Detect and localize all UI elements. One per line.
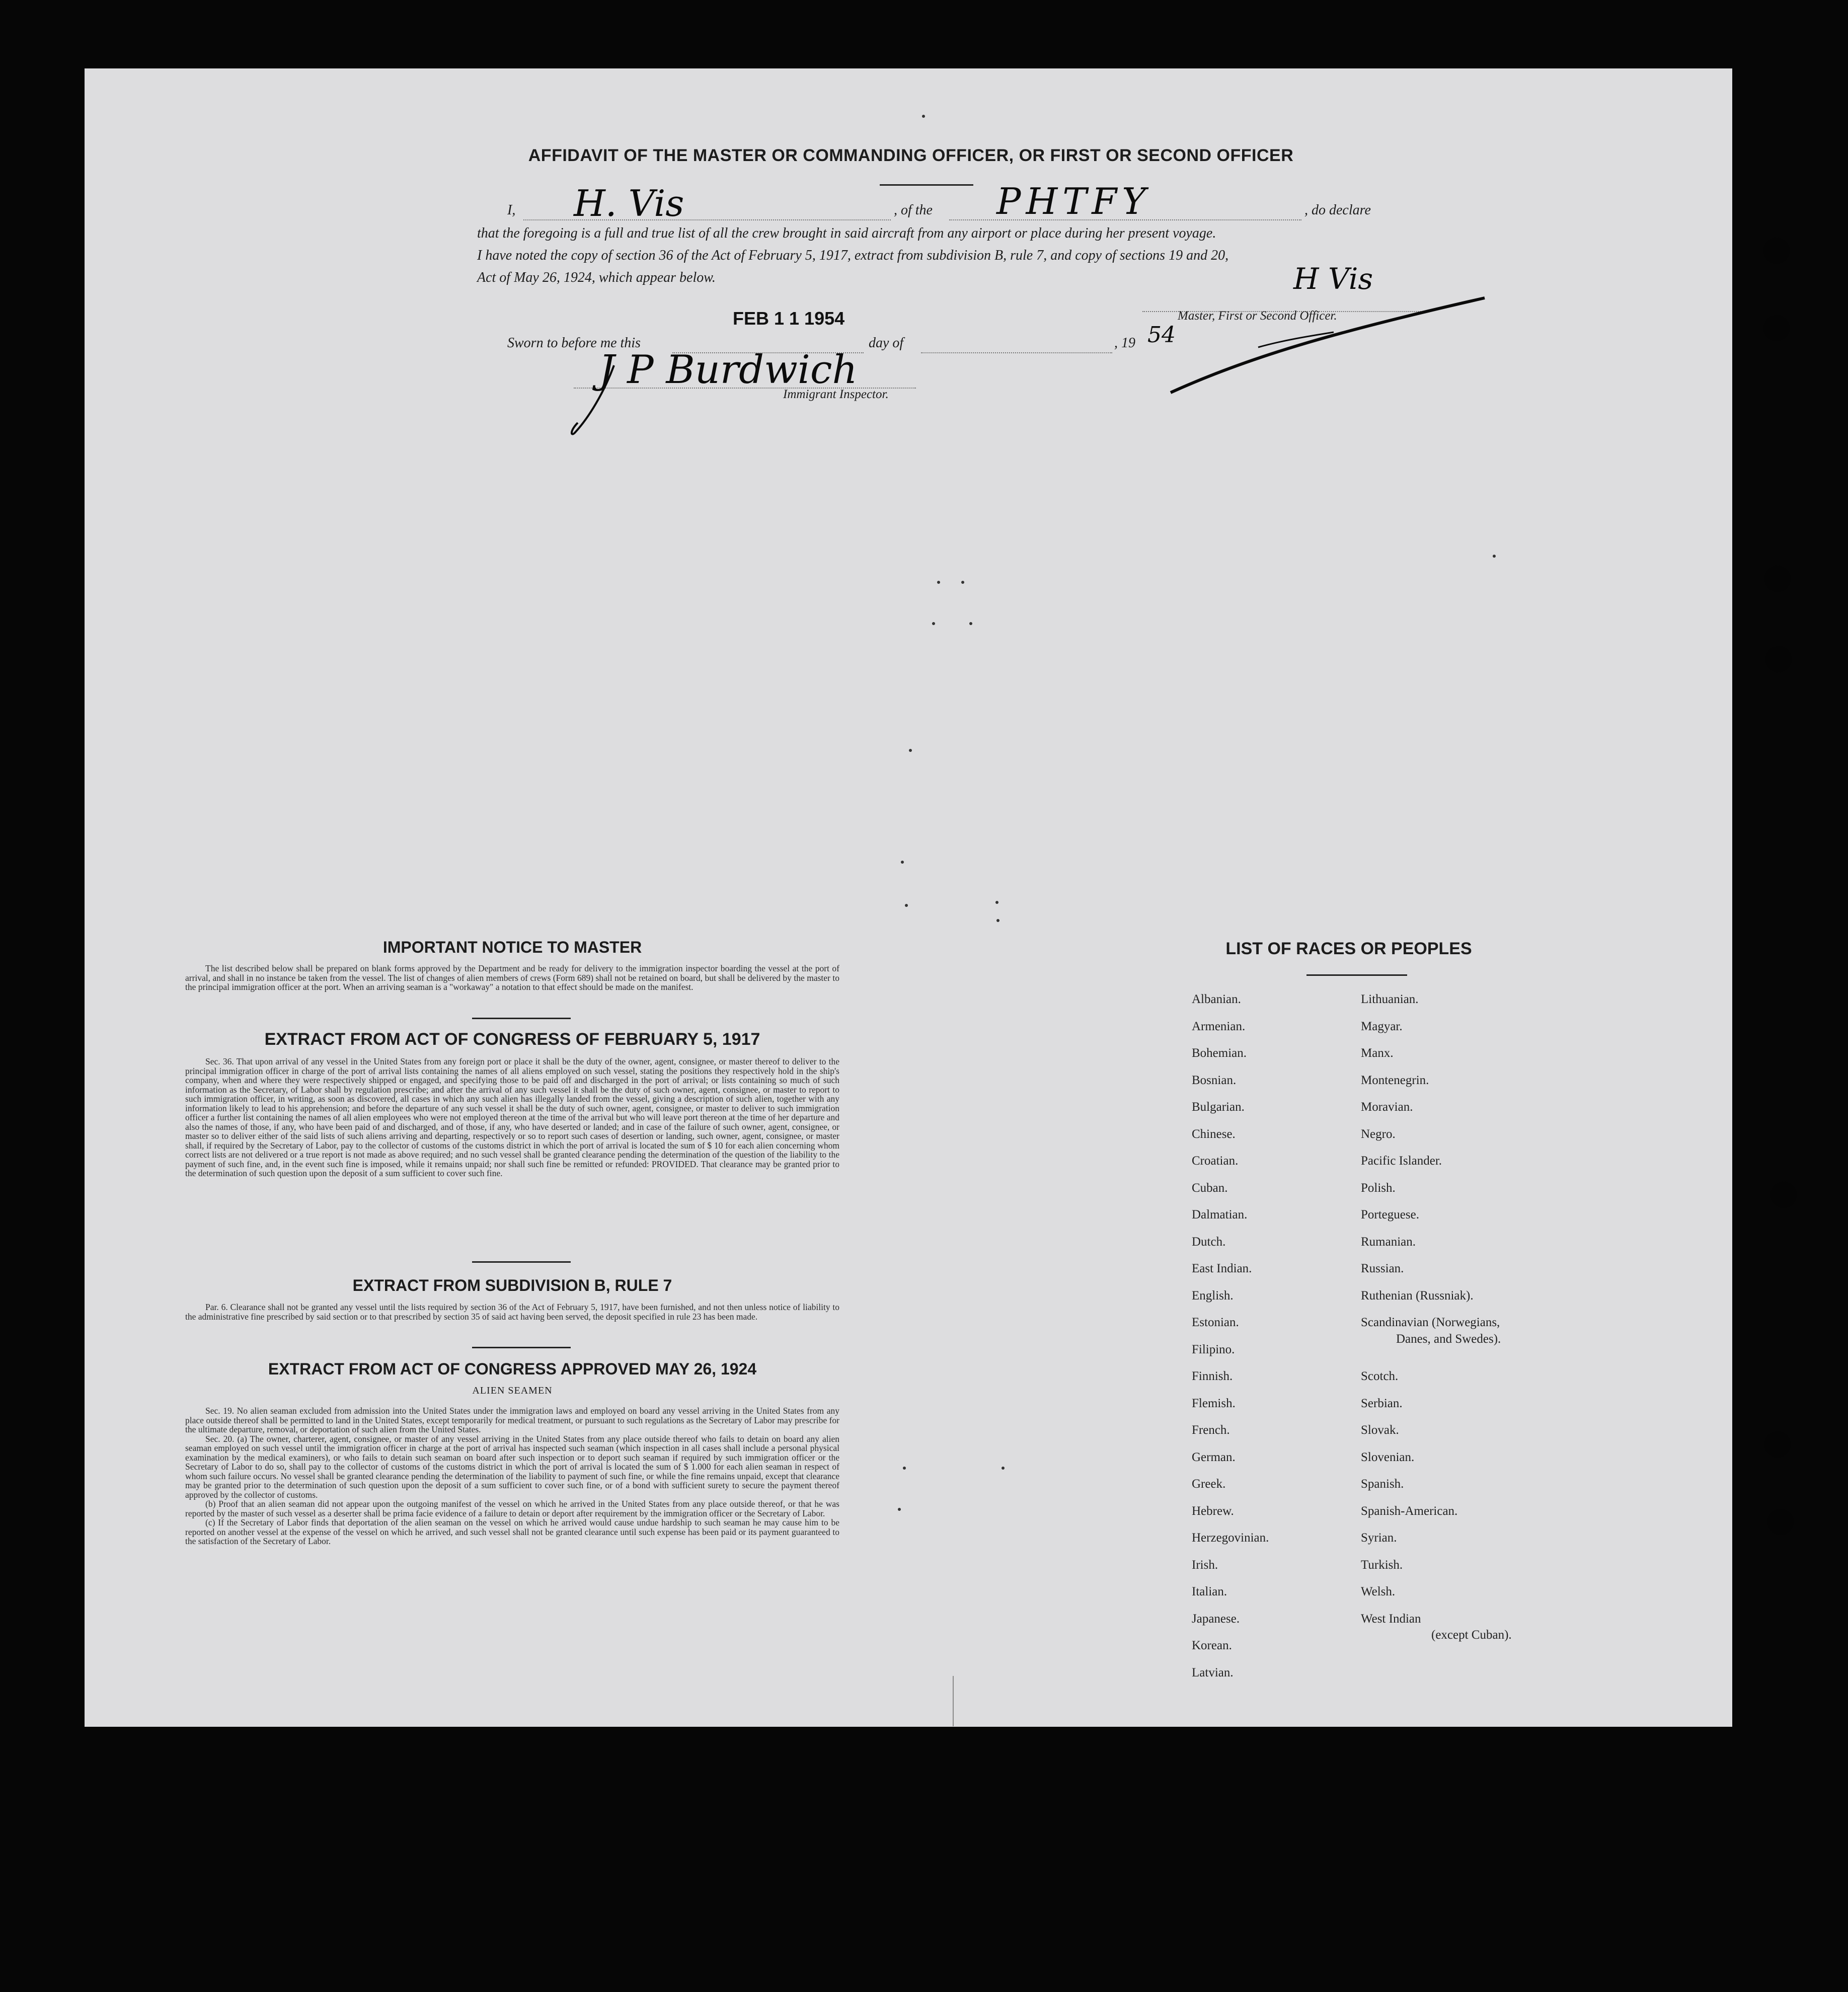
rule7-title: EXTRACT FROM SUBDIVISION B, RULE 7 [352, 1276, 672, 1294]
races-title: LIST OF RACES OR PEOPLES [1225, 939, 1472, 958]
master-signature: H Vis [1293, 262, 1373, 296]
alien-seamen-subtitle: ALIEN SEAMEN [472, 1385, 553, 1396]
extract-1924-text [185, 1406, 839, 1546]
race-item: Moravian. [1361, 1100, 1413, 1114]
speck [932, 622, 935, 625]
speck [901, 861, 904, 864]
race-item: Lithuanian. [1361, 992, 1419, 1006]
race-item: Welsh. [1361, 1585, 1396, 1598]
race-item: Hebrew. [1192, 1504, 1234, 1518]
speck [937, 581, 940, 584]
race-item: Slovenian. [1361, 1450, 1415, 1464]
race-item: Chinese. [1192, 1127, 1236, 1141]
day-of-label: day of [869, 335, 904, 351]
notice-paragraph: The list described below shall be prepared on blank forms approved by the Department and be ready for delivery to the immigration inspector boarding the vessel at the port of arrival, and shall in no instance be taken from the vessel. The list of changes of alien members of crews (Form 689) shall not be retained on board, but shall be delivered by the master to the principal immigration officer at the port. When an arriving seaman is a "workaway" a notation to that effect should be made on the manifest. [185, 963, 839, 992]
punch-hole [1767, 1509, 1794, 1535]
race-item: Danes, and Swedes). [1396, 1332, 1501, 1346]
race-item: Pacific Islander. [1361, 1154, 1442, 1168]
rule7-paragraph: Par. 6. Clearance shall not be granted any vessel until the lists required by section 36 of the Act of February 5, 1917, have been furnished, and not then unless notice of liability to the administrative fine prescribed by said section or to that prescribed by section 35 of said act having been served, the deposit specified in rule 23 has been made. [185, 1302, 839, 1322]
extract-1917-title: EXTRACT FROM ACT OF CONGRESS OF FEBRUARY 5, 1917 [264, 1030, 760, 1049]
sworn-label: Sworn to before me this [507, 335, 641, 351]
aircraft-registration: PHTFY [996, 180, 1151, 222]
date-stamp: FEB 1 1 1954 [733, 308, 845, 329]
speck [996, 919, 999, 922]
race-item: Turkish. [1361, 1558, 1403, 1572]
race-item: Korean. [1192, 1639, 1232, 1652]
race-item: Dutch. [1192, 1235, 1226, 1249]
race-item: Spanish-American. [1361, 1504, 1458, 1518]
sec-19-paragraph: Sec. 19. No alien seaman excluded from admission into the United States under the immigration laws and employed on board any vessel arriving in the United States from any place outside thereof shall be permitted to land in the United States, except temporarily for medical treatment, or pursuant to such regulations as the Secretary of Labor may prescribe for the ultimate departure, removal, or deportation of such alien from the United States. [185, 1406, 839, 1434]
race-item: Ruthenian (Russniak). [1361, 1288, 1474, 1303]
race-item: Herzegovinian. [1192, 1531, 1269, 1545]
speck [903, 1467, 906, 1470]
races-rule [1306, 974, 1407, 976]
race-item: East Indian. [1192, 1262, 1252, 1275]
extract-1917-paragraph: Sec. 36. That upon arrival of any vessel in the United States from any foreign port or place it shall be the duty of the owner, agent, consignee, or master thereof to deliver to the principal immigration officer in charge of the port of arrival lists containing the names of all aliens employed on such vessel, stating the positions they respectively hold in the ship's company, when and where they were respectively shipped or engaged, and specifying those to be paid off and discharged in the port of arrival; or lists containing so much of such information as the Secretary, of Labor shall by regulation prescribe; and after the arrival of any such vessel it shall be the duty of such owner, agent, consignee, or master to report to such immigration officer, in writing, as soon as discovered, all cases in which any such alien has illegally landed from the vessel, giving a description of such alien, together with any information likely to lead to his apprehension; and before the departure of any such vessel it shall be the duty of such owner, agent, consignee, or master to deliver to such immigration officer a further list containing the names of all alien employees who were not employed thereon at the time of the arrival but who will leave port thereon at the time of her departure and also the names of those, if any, who have been paid of and discharged, and of those, if any, who have deserted or landed; and in case of the failure of such owner, agent, consignee, or master so to deliver either of the said lists of such aliens arriving and departing, respectively or so to report such cases of desertion or landing, such owner, agent, consignee, or master shall, if required by the Secretary of Labor, pay to the collector of customs of the customs district in which the port of arrival is located the sum of $ 10 for each alien concerning whom correct lists are not delivered or a true report is not made as above required; and no such vessel shall be granted clearance pending the determination of the question of the liability to the payment of such fine, and, in the event such fine is imposed, while it remains unpaid; nor shall such fine be remitted or refunded: PROVIDED. That clearance may be granted prior to the determination of such question upon the deposit of a sum sufficient to cover such fine. [185, 1056, 839, 1178]
inspector-signature: J P Burdwich [599, 347, 858, 393]
punch-hole [1763, 315, 1790, 341]
race-item: Finnish. [1192, 1369, 1233, 1383]
race-item: Italian. [1192, 1585, 1227, 1598]
speck [961, 581, 964, 584]
race-item: Latvian. [1192, 1665, 1234, 1679]
of-the-label: , of the [894, 202, 933, 218]
speck [922, 115, 925, 118]
race-item: Dalmatian. [1192, 1208, 1248, 1221]
affidavit-line-4: Act of May 26, 1924, which appear below. [477, 270, 716, 285]
race-item: (except Cuban). [1431, 1628, 1512, 1642]
race-item: Croatian. [1192, 1154, 1239, 1168]
extract-1924-title: EXTRACT FROM ACT OF CONGRESS APPROVED MAY 26, 1924 [268, 1360, 757, 1378]
notice-text [185, 964, 839, 992]
speck [969, 622, 972, 625]
signature-stroke [1168, 292, 1490, 398]
affidavit-line-3: I have noted the copy of section 36 of the Act of February 5, 1917, extract from subdivision B, rule 7, and copy of sections 19 and 20, [477, 248, 1229, 263]
year-prefix: , 19 [1114, 335, 1135, 351]
race-item: Russian. [1361, 1262, 1404, 1275]
speck [1493, 555, 1496, 558]
year-handwritten: 54 [1147, 322, 1176, 348]
fold-line [953, 1676, 954, 1726]
speck [898, 1508, 901, 1511]
punch-hole [1764, 1431, 1791, 1458]
race-item: Manx. [1361, 1046, 1394, 1060]
race-item: Porteguese. [1361, 1208, 1419, 1221]
race-item: Slovak. [1361, 1423, 1399, 1437]
sec-20b-paragraph: (b) Proof that an alien seaman did not appear upon the outgoing manifest of the vessel on which he arrived in the United States from any place outside thereof, or that he was reported by the master of such vessel as a deserter shall be prima facie evidence of a failure to detain or deport after requirement by the immigration officer or the Secretary of Labor. [185, 1499, 839, 1518]
race-item: English. [1192, 1288, 1234, 1303]
affidavit-line-2: that the foregoing is a full and true list of all the crew brought in said aircraft from any airport or place during her present voyage. [477, 225, 1216, 241]
race-item: Negro. [1361, 1127, 1396, 1141]
do-declare-label: , do declare [1304, 202, 1371, 218]
race-item: Syrian. [1361, 1531, 1397, 1545]
extract-1917-rule [472, 1261, 571, 1263]
rule7-rule [472, 1347, 571, 1348]
extract-1917-text [185, 1057, 839, 1178]
notice-rule [472, 1018, 571, 1019]
race-item: German. [1192, 1450, 1236, 1464]
race-item: French. [1192, 1423, 1230, 1437]
race-item: Serbian. [1361, 1396, 1403, 1410]
race-item: Bohemian. [1192, 1046, 1247, 1060]
sec-20a-paragraph: Sec. 20. (a) The owner, charterer, agent, consignee, or master of any vessel arriving in the United States from any place outside thereof who fails to detain on board any alien seaman employed on such vessel until the immigration officer in charge at the port of arrival has inspected such seaman (which inspection in all cases shall include a personal physical examination by the medical examiners), or who fails to detain such seaman on board after such inspection or to deport such seaman if required by such immigration officer or the Secretary of Labor to do so, shall pay to the collector of customs of the customs district in which the port of arrival is located the sum of $ 1.000 for each alien seaman in respect of whom such failure occurs. No vessel shall be granted clearance pending the determination of the liability to payment of such fine, or while the fine remains unpaid, except that clearance may be granted prior to the determination of such question upon the deposit of a sum sufficient to cover such fine, or of a bond with sufficient surety to secure the payment thereof approved by the collector of customs. [185, 1433, 839, 1500]
race-item: Japanese. [1192, 1612, 1240, 1626]
declarant-name: H. Vis [574, 182, 684, 224]
race-item: Spanish. [1361, 1477, 1404, 1491]
punch-hole [1764, 566, 1791, 592]
month-line [921, 352, 1112, 353]
race-item: Armenian. [1192, 1019, 1246, 1033]
speck [995, 901, 998, 904]
race-item: Bosnian. [1192, 1073, 1237, 1087]
race-item: Magyar. [1361, 1019, 1403, 1033]
race-item: Bulgarian. [1192, 1100, 1245, 1114]
speck [909, 749, 912, 752]
sec-20c-paragraph: (c) If the Secretary of Labor finds that deportation of the alien seaman on the vessel on which he arrived would cause undue hardship to such seaman he may cause him to be reported on another vessel at the expense of the vessel on which he arrived, and such vessel shall not be granted clearance until such expense has been paid or its payment guaranteed to the satisfaction of the Secretary of Labor. [185, 1517, 839, 1546]
notice-title: IMPORTANT NOTICE TO MASTER [382, 938, 642, 956]
race-item: Cuban. [1192, 1181, 1228, 1195]
race-item: Montenegrin. [1361, 1073, 1429, 1087]
race-item: Polish. [1361, 1181, 1396, 1195]
i-label: I, [507, 202, 516, 218]
race-item: Albanian. [1192, 992, 1241, 1006]
punch-hole [1765, 646, 1792, 672]
race-item: Scandinavian (Norwegians, [1361, 1316, 1500, 1329]
race-item: Estonian. [1192, 1316, 1239, 1329]
race-item: Flemish. [1192, 1396, 1236, 1410]
punch-hole [1763, 238, 1790, 264]
affidavit-title: AFFIDAVIT OF THE MASTER OR COMMANDING OFFICER, OR FIRST OR SECOND OFFICER [528, 146, 1294, 165]
race-item: Filipino. [1192, 1342, 1235, 1356]
rule7-text [185, 1303, 839, 1321]
race-item: Rumanian. [1361, 1235, 1416, 1249]
speck [1002, 1467, 1005, 1470]
race-item: Scotch. [1361, 1369, 1399, 1383]
race-item: West Indian [1361, 1612, 1421, 1626]
speck [905, 904, 908, 907]
inspector-label: Immigrant Inspector. [783, 388, 889, 401]
race-item: Irish. [1192, 1558, 1218, 1572]
inspector-signature-stroke [569, 362, 624, 438]
title-rule [880, 184, 973, 186]
master-label: Master, First or Second Officer. [1178, 309, 1337, 323]
race-item: Greek. [1192, 1477, 1226, 1491]
punch-hole [1770, 1182, 1797, 1208]
